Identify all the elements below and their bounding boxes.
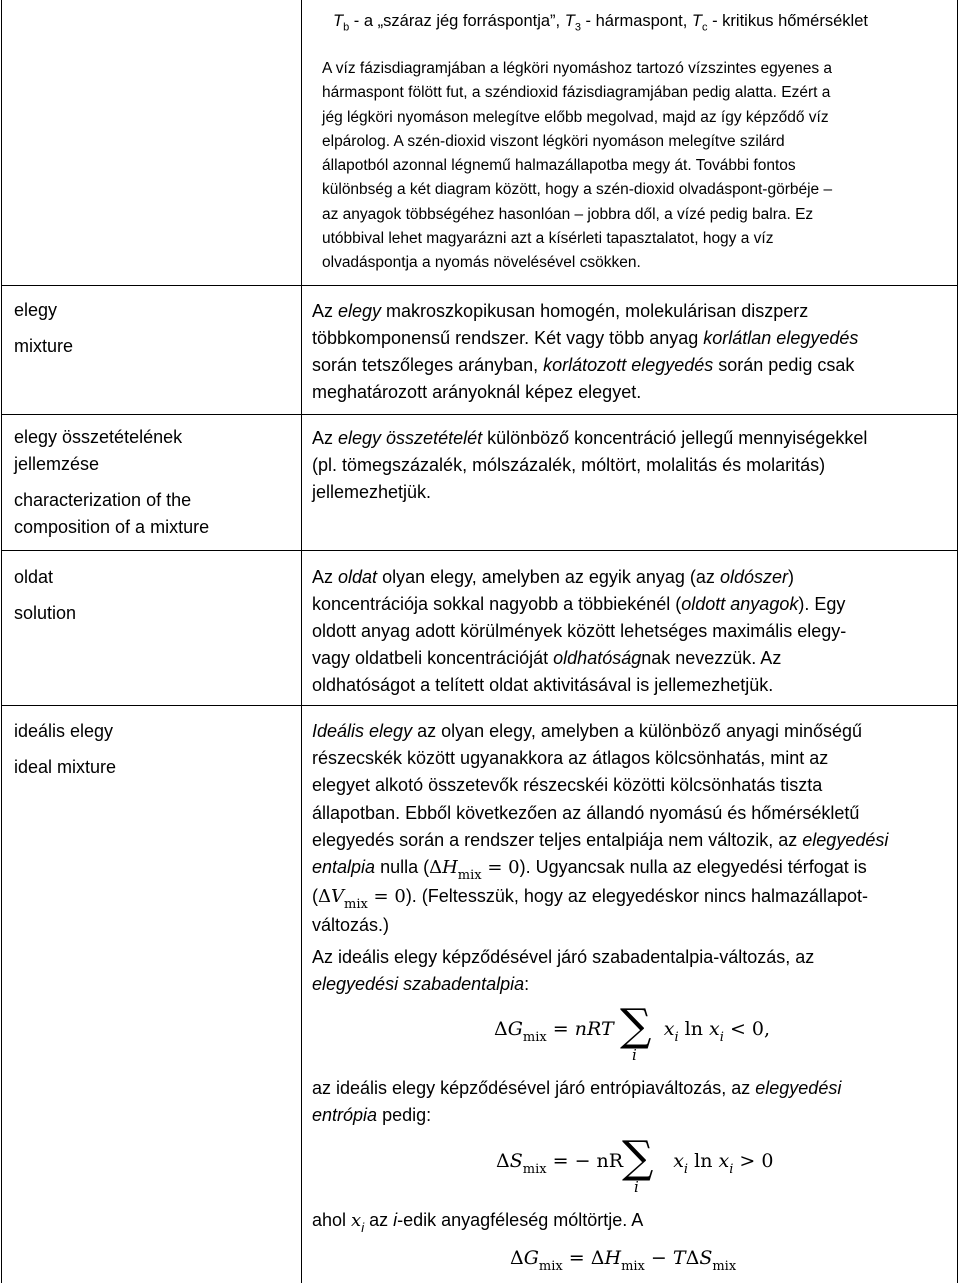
paragraph-line: jég légköri nyomáson melegítve előbb megolvad, majd az így képződő víz — [322, 108, 829, 126]
term-english: ideal mixture — [14, 757, 117, 777]
term-composition — [14, 424, 299, 549]
term-hungarian: ideális elegy — [14, 721, 114, 741]
phase-diagram-paragraph — [322, 57, 932, 276]
sum-symbol: ∑ — [620, 1000, 652, 1051]
term-english: mixture — [14, 336, 74, 356]
definition-oldat: Az oldat olyan elegy, amelyben az egyik anyag (az oldószer) koncentrációja sokkal nagyobb a többiekénél (oldott anyagok). Egy oldott anyag adott körülmények között lehetséges maximális elegy- vagy oldatbeli koncentrációját oldhatóságnak nevezzük. Az oldhatóságot a telített oldat aktivitásával is jellemezhetjük. — [312, 567, 847, 695]
paragraph-line: az anyagok többségéhez hasonlóan – jobbra dől, a vízé pedig balra. Ez — [322, 205, 814, 223]
paragraph-line: állapotból azonnal légnemű halmazállapotba megy át. További fontos — [322, 157, 796, 175]
sum-index: i — [634, 1178, 639, 1196]
paragraph-line: olvadáspontja a nyomás növelésével csökken. — [322, 254, 641, 272]
gibbs-intro: Az ideális elegy képződésével járó szabadentalpia-változás, az elegyedési szabadentalpia: — [312, 947, 815, 994]
table-column-divider — [301, 0, 302, 1283]
row-divider — [1, 285, 958, 286]
term-oldat — [14, 563, 299, 635]
sum-symbol: ∑ — [622, 1132, 654, 1183]
row-divider — [1, 414, 958, 415]
figure-caption: $T_b$ - a „száraz jég forráspontja”, $T_3$ - hármaspont, $T_c$ - kritikus hőmérséklet — [333, 12, 868, 34]
term-english: solution — [14, 603, 77, 623]
paragraph-line: elpárolog. A szén-dioxid viszont légköri nyomáson melegítve szilárd — [322, 132, 785, 150]
table-left-border — [1, 0, 2, 1283]
term-hungarian: oldat — [14, 567, 54, 587]
paragraph-line: különbség a két diagram között, hogy a szén-dioxid olvadáspont-görbéje – — [322, 181, 833, 199]
term-english: characterization of the composition of a mixture — [14, 490, 210, 537]
table-right-border — [957, 0, 958, 1283]
term-hungarian: elegy összetételének jellemzése — [14, 427, 183, 474]
entropy-intro: az ideális elegy képződésével járó entrópiaváltozás, az elegyedési entrópia pedig: — [312, 1078, 842, 1125]
entropy-mixing-formula: $\Delta S_{mix}$ = − nR $x_i$ $\ln x_i > 0$ — [496, 1150, 774, 1177]
mole-fraction-note: ahol $x_i$ az i-edik anyagféleség móltörtje. A — [312, 1210, 644, 1235]
definition-ideal-mixture: Ideális elegy az olyan elegy, amelyben a különböző anyagi minőségű részecskék között ugyanakkora az átlagos kölcsönhatás, mint az elegyet alkotó összetevők részecskéi közötti kölcsönhatás tiszta állapotban. Ebből következően az állandó nyomású és hőmérsékletű elegyedés során a rendszer teljes entalpiája nem változik, az elegyedési entalpia nulla $(\Delta H_{mix} = 0)$. Ugyancsak nulla az elegyedési térfogat is $(\Delta V_{mix} = 0)$. (Feltesszük, hogy az elegyedéskor nincs halmazállapot- változás.) — [312, 721, 889, 936]
paragraph-line: A víz fázisdiagramjában a légköri nyomáshoz tartozó vízszintes egyenes a — [322, 60, 833, 77]
term-elegy — [14, 296, 299, 368]
sum-index: i — [632, 1046, 637, 1064]
paragraph-line: utóbbival lehet magyarázni azt a kísérleti tapasztalatot, hogy a víz — [322, 230, 774, 248]
row-divider — [1, 705, 958, 706]
definition-composition: Az elegy összetételét különböző koncentráció jellegű mennyiségekkel (pl. tömegszázalék, mólszázalék, móltört, molalitás és molaritás) jellemezhetjük. — [312, 428, 868, 502]
row-divider — [1, 550, 958, 551]
gibbs-mixing-formula: $\Delta G_{mix}$ = nRT $x_i$ $\ln x_i < 0$, — [494, 1018, 771, 1045]
paragraph-line: hármaspont fölött fut, a széndioxid fázisdiagramjában pedig alatta. Ezért a — [322, 84, 831, 102]
gibbs-helmholtz-formula: $\Delta G_{mix} = \Delta H_{mix} - T\Delta S_{mix}$ — [510, 1247, 737, 1274]
term-ideal-mixture — [14, 717, 299, 789]
term-hungarian: elegy — [14, 300, 58, 320]
definition-elegy: Az elegy makroszkopikusan homogén, molekulárisan diszperz többkomponensű rendszer. Két vagy több anyag korlátlan elegyedés során tetszőleges arányban, korlátozott elegyedés során pedig csak meghatározott arányoknál képez elegyet. — [312, 301, 859, 402]
